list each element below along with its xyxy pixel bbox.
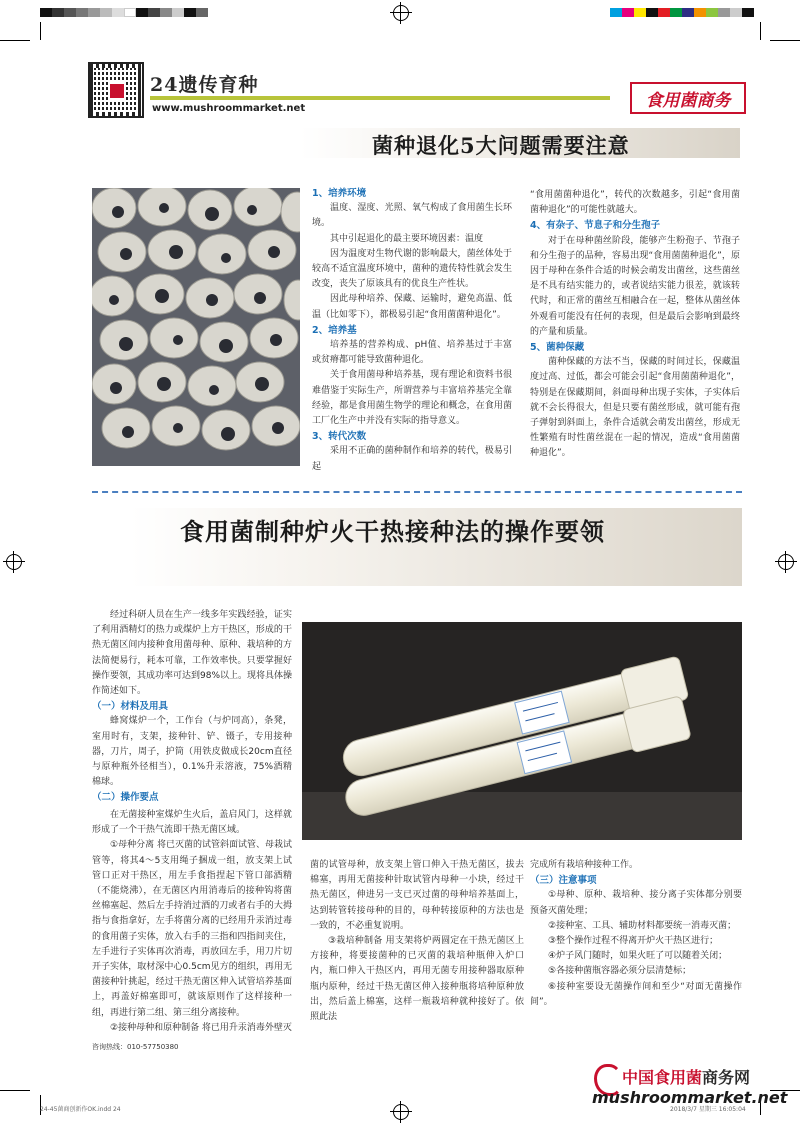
article1-column-1 xyxy=(312,186,512,475)
paragraph: 经过科研人员在生产一线多年实践经验，证实了利用酒精灯的热力或煤炉上方干热区，形成的干热无菌区间内接种食用菌母种、原种、栽培种的方法简便易行，耗本可靠，工作效率快。只要掌握好操作要领，其成功率可达到98%以上。现将具体操作简述如下。 xyxy=(92,610,293,697)
paragraph: 因为温度对生物代谢的影响最大，菌丝体处于较高不适宜温度环境中，菌种的遗传特性就会发生改变，丧失了原该具有的优良生产性状。 xyxy=(312,248,512,290)
heading: 3、转代次数 xyxy=(312,431,367,443)
qr-code xyxy=(88,62,144,118)
heading: 4、有杂子、节息子和分生孢子 xyxy=(530,220,661,232)
paragraph: 因此母种培养、保藏、运输时，避免高温、低温（比如零下），都极易引起“食用菌菌种退化”。 xyxy=(312,294,512,320)
crop-mark xyxy=(40,22,41,40)
paragraph: 温度、湿度、光照、氧气构成了食用菌生长环境。 xyxy=(312,203,512,229)
paragraph: 菌的试管母种，放支架上管口伸入干热无菌区，拔去棉塞，再用无菌接种针取试管内母种一小块，经过干热无菌区，伸进另一支已灭过菌的母种培养基面上，达到转管转接母种的目的，母种转接原种的方法也是一致的，不必重复说明。 xyxy=(310,860,524,931)
crop-mark xyxy=(0,1090,30,1091)
paragraph: 其中引起退化的最主要环境因素：温度 xyxy=(330,233,484,244)
heading: 5、菌种保藏 xyxy=(530,342,585,354)
list-item: ①母种、原种、栽培种、接分离子实体都分别要预备灭菌处理； xyxy=(530,890,742,916)
print-slug-left: 24-45菌商创新作OK.indd 24 xyxy=(40,1106,121,1113)
list-item: ⑥接种室要设无菌操作间和至少“对面无菌操作间”。 xyxy=(530,981,742,1007)
heading: （二）操作要点 xyxy=(92,792,159,804)
print-slug-right: 2018/3/7 星期三 16:05:04 xyxy=(670,1106,746,1113)
crop-mark xyxy=(760,22,761,40)
page-number: 24 xyxy=(150,74,179,96)
paragraph: 关于食用菌母种培养基，现有理论和资料书很难借鉴于实际生产，所谓营养与丰富培养基完全靠经验，都是食用菌生物学的理论和概念，在食用菌工厂化生产中并没有实际的指导意义。 xyxy=(312,370,512,427)
heading: （三）注意事项 xyxy=(530,875,597,887)
section-header xyxy=(150,70,258,97)
color-bar-right xyxy=(610,8,754,17)
paragraph: ②接种母种和原种制备 将已用升汞消毒外壁灭 xyxy=(110,1022,292,1033)
paragraph: ①母种分离 将已灭菌的试管斜面试管、母栽试管等，将其4～5支用绳子捆成一组，放支架上试管口正对干热区，用左手食指捏起下管口部酒精（不能烧沸），在无菌区内用消毒后的接种钩将菌丝棉塞起、然后左手持消过酒的刀或者右手的大拇指与食指拿好，左手将菌分离的已经用升汞消过毒的食用菌子实体，放入右手的三指和四指间夹住，左手进行子实体再次消毒，再放回左手，用刀片切开子实体，取材深中心0.5cm见方的组织，再用无菌接种针挑起，经过干热无菌区伸入试管培养基面上，再盖好棉塞即可，就该原则作了这样接种一组，再进行第二组、第三组分离接种。 xyxy=(92,840,292,1018)
test-tubes-photo xyxy=(302,622,742,840)
list-item: ③整个操作过程不得离开炉火干热区进行； xyxy=(548,936,719,947)
watermark-url: mushroommarket.net xyxy=(592,1088,788,1107)
contact-hotline: 咨询热线：010-57750380 xyxy=(92,1043,179,1051)
section-divider xyxy=(92,491,742,493)
watermark-cn-1: 中国食用菌 xyxy=(622,1068,703,1087)
article2-column-1 xyxy=(92,608,292,806)
site-url: www.mushroommarket.net xyxy=(152,103,306,114)
paragraph: “食用菌菌种退化”，转代的次数越多，引起“食用菌菌种退化”的可能性就越大。 xyxy=(530,190,740,216)
heading: 2、培养基 xyxy=(312,324,357,336)
article2-column-3 xyxy=(530,858,742,1010)
paragraph: 完成所有栽培种接种工作。 xyxy=(530,860,639,870)
paragraph: ③栽培种制备 用支架将炉两圆定在干热无菌区上方接种，将要接菌种的已灭菌的栽培种瓶伸入炉口内，瓶口伸入干热区内，再用无菌专用接种器取原种瓶内原种，经过干热无菌区伸入接种瓶将培种原种放出，然后盖上棉塞，这样一瓶栽培种就种接好了。依照此法 xyxy=(310,936,524,1023)
registration-mark-bottom xyxy=(393,1104,409,1120)
paragraph: 培养基的营养构成、pH值、培养基过于丰富或贫瘠都可能导致菌种退化。 xyxy=(312,340,512,366)
registration-mark-top xyxy=(393,5,409,21)
header-rule xyxy=(150,96,610,100)
section-name: 遗传育种 xyxy=(178,74,259,96)
color-bar-left xyxy=(40,8,208,17)
paragraph: 蜂窝煤炉一个，工作台（与炉同高），条凳，室用时有，支架，接种针、铲、镊子，专用接种器，刀片，周子，护筒（用铁皮做成长20cm直径与原种瓶外径相当），0.1%升汞溶液，75%酒精棉球。 xyxy=(92,716,292,788)
crop-mark xyxy=(770,40,800,41)
paragraph: 采用不正确的菌种制作和培养的转代，极易引起 xyxy=(312,446,512,472)
paragraph: 在无菌接种室煤炉生火后，盖启风门，这样就形成了一个干热气流即干热无菌区域。 xyxy=(92,810,292,836)
article2-column-2 xyxy=(310,858,524,1025)
article2-wide-block xyxy=(92,808,292,1036)
crop-mark xyxy=(0,40,30,41)
heading: （一）材料及用具 xyxy=(92,701,169,713)
watermark-cn-2: 商务网 xyxy=(702,1068,751,1087)
article-title: 食用菌制种炉火干热接种法的操作要领 xyxy=(180,517,605,546)
list-item: ④炉子风门随时，如果火旺了可以随着关闭； xyxy=(548,951,728,962)
paragraph: 菌种保藏的方法不当，保藏的时间过长，保藏温度过高、过低，都会可能会引起“食用菌菌种退化”，特别是在保藏期间，斜面母种出现子实体，子实体后就不会长得很大，但是只要有菌丝形成，就可能有孢子弹射到斜面上，条件合适就会萌发出菌丝，形成无性繁殖有时性菌丝混在一起的情况，造成“食用菌菌种退化”。 xyxy=(530,357,740,459)
list-item: ②接种室、工具、辅助材料都要统一消毒灭菌； xyxy=(548,920,737,931)
heading: 1、培养环境 xyxy=(312,188,367,199)
article1-column-2 xyxy=(530,188,740,462)
article-title: 菌种退化5大问题需要注意 xyxy=(372,133,630,158)
registration-mark-right xyxy=(778,554,794,570)
list-item: ⑤各接种菌瓶容器必须分层清楚标； xyxy=(548,966,692,977)
registration-mark-left xyxy=(6,554,22,570)
brand-logo: 食用菌商务 xyxy=(630,82,746,114)
watermark-title xyxy=(622,1065,750,1088)
mushroom-bags-photo xyxy=(92,188,300,466)
paragraph: 对于在母种菌丝阶段，能够产生粉孢子、节孢子和分生孢子的品种，容易出现“食用菌菌种退化”，原因于母种在条件合适的时候会萌发出菌丝，这些菌丝是不具有结实能力的，或者说结实能力很差，就该转代时，和正常的菌丝互相融合在一起，整体从菌丝体外观看可能没有任何的表现，但是最后会影响到最终的产量和质量。 xyxy=(530,235,740,337)
